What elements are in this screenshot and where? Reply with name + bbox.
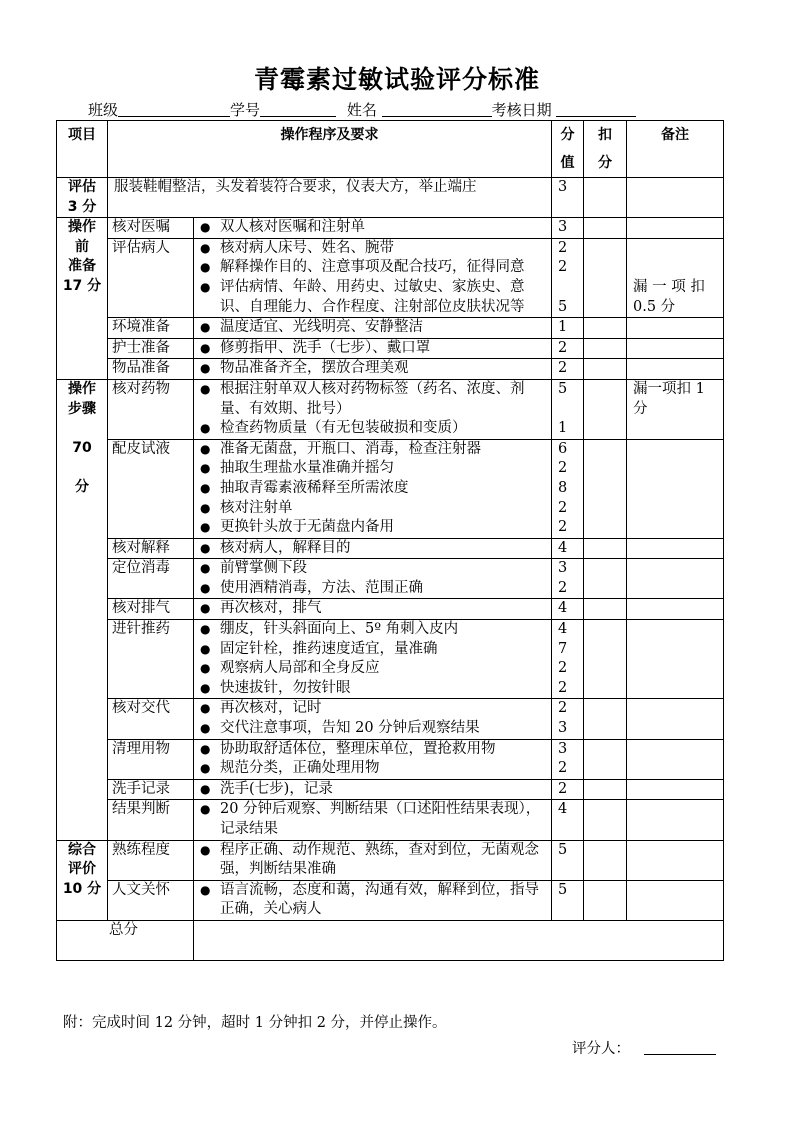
item-list: ● 修剪指甲、洗手（七步）、戴口罩 <box>194 338 552 359</box>
item-list: ● 程序正确、动作规范、熟练，查对到位，无菌观念强，判断结果准确 <box>194 840 552 880</box>
sub-item-name: 进针推药 <box>108 620 194 699</box>
bullet-icon: ● <box>200 761 211 776</box>
table-row <box>57 620 724 699</box>
item-list: ● 根据注射单双人核对药物标签（药名、浓度、剂量、有效期、批号） ● 检查药物质量（有无包装破损和变质） <box>194 379 552 439</box>
bullet-icon: ● <box>200 441 211 456</box>
scorer-line <box>572 1037 716 1058</box>
sub-item-name: 护士准备 <box>108 338 194 359</box>
bullet-icon: ● <box>200 540 211 555</box>
item-list: ● 准备无菌盘，开瓶口、消毒，检查注射器 ● 抽取生理盐水量准确并摇匀 ● 抽取青霉素液稀释至所需浓度 ● 核对注射单 ● 更换针头放于无菌盘内备用 <box>194 439 552 538</box>
item-text: 服装鞋帽整洁，头发着装符合要求，仪表大方，举止端庄 <box>108 178 552 218</box>
score-cell: 5 1 <box>552 379 584 439</box>
remark-cell <box>627 620 724 699</box>
score-cell: 4 <box>552 599 584 620</box>
class-field[interactable] <box>118 101 230 117</box>
category-preparation: 操作 前 准备 17 分 <box>57 218 108 380</box>
score-cell: 1 <box>552 318 584 339</box>
bullet-icon: ● <box>200 421 211 436</box>
score-cell: 3 <box>552 218 584 239</box>
remark-cell <box>627 439 724 538</box>
bullet-icon: ● <box>200 500 211 515</box>
item-list: ● 温度适宜、光线明亮、安静整洁 <box>194 318 552 339</box>
deduct-cell[interactable] <box>584 439 627 538</box>
score-cell: 5 <box>552 880 584 920</box>
sub-item-name: 核对解释 <box>108 538 194 559</box>
exam-info-line <box>88 99 636 120</box>
table-row <box>57 178 724 218</box>
header-procedure: 操作程序及要求 <box>108 121 552 178</box>
remark-cell <box>627 359 724 380</box>
header-score: 分 值 <box>552 121 584 178</box>
remark-cell <box>627 840 724 880</box>
header-remarks: 备注 <box>627 121 724 178</box>
bullet-icon: ● <box>200 340 211 355</box>
score-cell: 4 <box>552 800 584 840</box>
scorer-field[interactable] <box>644 1039 716 1055</box>
table-row <box>57 538 724 559</box>
sub-item-name: 人文关怀 <box>108 880 194 920</box>
scoring-table <box>56 120 724 961</box>
remark-cell <box>627 599 724 620</box>
sub-item-name: 环境准备 <box>108 318 194 339</box>
deduct-cell[interactable] <box>584 739 627 779</box>
deduct-cell[interactable] <box>584 840 627 880</box>
bullet-icon: ● <box>200 641 211 656</box>
sub-item-name: 定位消毒 <box>108 559 194 599</box>
bullet-icon: ● <box>200 461 211 476</box>
remark-cell <box>627 559 724 599</box>
score-cell: 2 3 <box>552 699 584 739</box>
remark-cell <box>627 178 724 218</box>
remark-cell <box>627 318 724 339</box>
table-row <box>57 880 724 920</box>
item-list: ● 绷皮，针头斜面向上、5º 角刺入皮内 ● 固定针栓，推药速度适宜，量准确 ● 观察病人局部和全身反应 ● 快速拔针，勿按针眼 <box>194 620 552 699</box>
deduct-cell[interactable] <box>584 880 627 920</box>
table-row <box>57 318 724 339</box>
bullet-icon: ● <box>200 802 211 817</box>
score-cell: 2 2 5 <box>552 238 584 317</box>
total-value-cell[interactable] <box>194 920 724 960</box>
header-deduct: 扣 分 <box>584 121 627 178</box>
student-no-field[interactable] <box>260 101 336 117</box>
item-list: ● 双人核对医嘱和注射单 <box>194 218 552 239</box>
deduct-cell[interactable] <box>584 359 627 380</box>
bullet-icon: ● <box>200 680 211 695</box>
remark-cell <box>627 800 724 840</box>
sub-item-name: 核对交代 <box>108 699 194 739</box>
item-list: ● 协助取舒适体位，整理床单位，置抢救用物 ● 规范分类，正确处理用物 <box>194 739 552 779</box>
sub-item-name: 物品准备 <box>108 359 194 380</box>
deduct-cell[interactable] <box>584 318 627 339</box>
bullet-icon: ● <box>200 701 211 716</box>
sub-item-name: 熟练程度 <box>108 840 194 880</box>
deduct-cell[interactable] <box>584 238 627 317</box>
bullet-icon: ● <box>200 240 211 255</box>
remark-cell <box>627 779 724 800</box>
deduct-cell[interactable] <box>584 338 627 359</box>
table-row <box>57 599 724 620</box>
bullet-icon: ● <box>200 601 211 616</box>
score-cell: 5 <box>552 840 584 880</box>
bullet-icon: ● <box>200 320 211 335</box>
category-overall: 综合 评价 10 分 <box>57 840 108 920</box>
category-assessment: 评估 3 分 <box>57 178 108 218</box>
remark-cell <box>627 218 724 239</box>
total-row <box>57 920 724 960</box>
sub-item-name: 清理用物 <box>108 739 194 779</box>
header-item: 项目 <box>57 121 108 178</box>
exam-date-label: 考核日期 <box>491 101 552 119</box>
deduct-cell[interactable] <box>584 779 627 800</box>
table-row <box>57 218 724 239</box>
scorer-label: 评分人： <box>572 1041 630 1057</box>
deduct-cell[interactable] <box>584 178 627 218</box>
table-row <box>57 739 724 779</box>
bullet-icon: ● <box>200 741 211 756</box>
name-field[interactable] <box>382 101 492 117</box>
sub-item-name: 核对排气 <box>108 599 194 620</box>
total-label: 总分 <box>57 920 194 960</box>
bullet-icon: ● <box>200 520 211 535</box>
deduct-cell[interactable] <box>584 559 627 599</box>
bullet-icon: ● <box>200 381 211 396</box>
bullet-icon: ● <box>200 622 211 637</box>
table-row <box>57 699 724 739</box>
table-row <box>57 559 724 599</box>
footnote: 附：完成时间 12 分钟，超时 1 分钟扣 2 分，并停止操作。 <box>63 1015 447 1031</box>
remark-cell <box>627 538 724 559</box>
item-list: ● 洗手(七步)，记录 <box>194 779 552 800</box>
table-row <box>57 840 724 880</box>
bullet-icon: ● <box>200 661 211 676</box>
table-row <box>57 439 724 538</box>
remark-cell: 漏 一 项 扣 0.5 分 <box>627 238 724 317</box>
deduct-cell[interactable] <box>584 599 627 620</box>
remark-cell <box>627 880 724 920</box>
remark-cell <box>627 338 724 359</box>
item-list: ● 物品准备齐全，摆放合理美观 <box>194 359 552 380</box>
score-cell: 3 2 <box>552 739 584 779</box>
item-list: ● 再次核对，记时 ● 交代注意事项，告知 20 分钟后观察结果 <box>194 699 552 739</box>
deduct-cell[interactable] <box>584 218 627 239</box>
deduct-cell[interactable] <box>584 379 627 439</box>
sub-item-name: 核对医嘱 <box>108 218 194 239</box>
score-cell: 2 <box>552 359 584 380</box>
sub-item-name: 洗手记录 <box>108 779 194 800</box>
sub-item-name: 核对药物 <box>108 379 194 439</box>
exam-date-field[interactable] <box>556 101 636 117</box>
score-cell: 2 <box>552 779 584 800</box>
item-list: ● 语言流畅，态度和蔼，沟通有效，解释到位，指导正确，关心病人 <box>194 880 552 920</box>
bullet-icon: ● <box>200 842 211 857</box>
category-steps: 操作 步骤 70 分 <box>57 379 108 840</box>
deduct-cell[interactable] <box>584 699 627 739</box>
bullet-icon: ● <box>200 260 211 275</box>
deduct-cell[interactable] <box>584 538 627 559</box>
item-list: ● 前臂掌侧下段 ● 使用酒精消毒，方法、范围正确 <box>194 559 552 599</box>
bullet-icon: ● <box>200 882 211 897</box>
table-row <box>57 800 724 840</box>
bullet-icon: ● <box>200 781 211 796</box>
item-list: ● 核对病人床号、姓名、腕带 ● 解释操作目的、注意事项及配合技巧，征得同意 ● 评估病情、年龄、用药史、过敏史、家族史、意识、自理能力、合作程度、注射部位皮肤状况等 <box>194 238 552 317</box>
table-row <box>57 379 724 439</box>
remark-cell <box>627 739 724 779</box>
page-title: 青霉素过敏试验评分标准 <box>253 65 540 94</box>
score-cell: 2 <box>552 338 584 359</box>
table-row <box>57 359 724 380</box>
bullet-icon: ● <box>200 721 211 736</box>
item-list: ● 再次核对，排气 <box>194 599 552 620</box>
sub-item-name: 结果判断 <box>108 800 194 840</box>
table-header-row <box>57 121 724 178</box>
deduct-cell[interactable] <box>584 800 627 840</box>
bullet-icon: ● <box>200 561 211 576</box>
score-cell: 4 <box>552 538 584 559</box>
bullet-icon: ● <box>200 220 211 235</box>
bullet-icon: ● <box>200 580 211 595</box>
score-cell: 6 2 8 2 2 <box>552 439 584 538</box>
class-label: 班级 <box>88 101 119 119</box>
sub-item-name: 评估病人 <box>108 238 194 317</box>
bullet-icon: ● <box>200 480 211 495</box>
bullet-icon: ● <box>200 361 211 376</box>
remark-cell: 漏一项扣 1 分 <box>627 379 724 439</box>
deduct-cell[interactable] <box>584 620 627 699</box>
table-row <box>57 238 724 317</box>
student-no-label: 学号 <box>230 101 261 119</box>
bullet-icon: ● <box>200 279 211 294</box>
score-cell: 4 7 2 2 <box>552 620 584 699</box>
item-list: ● 核对病人，解释目的 <box>194 538 552 559</box>
score-cell: 3 2 <box>552 559 584 599</box>
remark-cell <box>627 699 724 739</box>
item-list: ● 20 分钟后观察、判断结果（口述阳性结果表现），记录结果 <box>194 800 552 840</box>
table-row <box>57 779 724 800</box>
sub-item-name: 配皮试液 <box>108 439 194 538</box>
name-label: 姓名 <box>346 101 377 119</box>
score-cell: 3 <box>552 178 584 218</box>
table-row <box>57 338 724 359</box>
